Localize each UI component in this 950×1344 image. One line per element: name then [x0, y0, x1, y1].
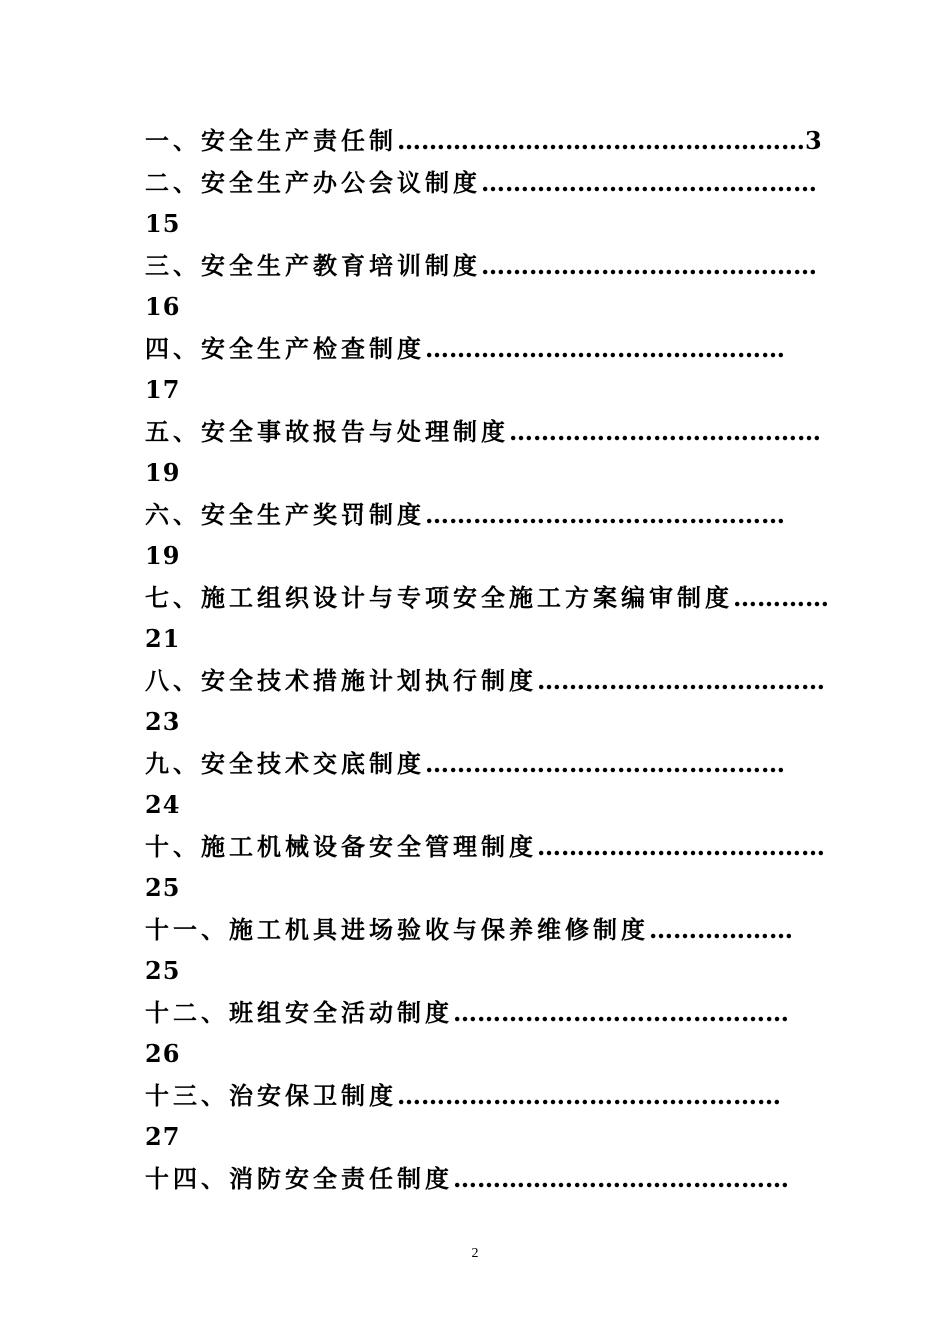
toc-entry-line — [145, 245, 817, 287]
toc-entry-line — [145, 162, 817, 204]
toc-entry[interactable] — [145, 909, 810, 992]
toc-entry-line — [145, 1158, 810, 1200]
toc-dot-leader: ……………………………… — [537, 831, 825, 861]
toc-entry[interactable] — [145, 120, 823, 162]
toc-entry[interactable] — [145, 245, 817, 328]
toc-entry-title: 九、安全技术交底制度 — [145, 748, 425, 778]
toc-dot-leader: …………………………………… — [453, 1163, 789, 1193]
toc-entry-title: 五、安全事故报告与处理制度 — [145, 416, 509, 446]
toc-entry-line — [145, 909, 810, 951]
toc-entry-line — [145, 660, 825, 702]
toc-entry-page: 19 — [145, 541, 181, 570]
toc-dot-leader: ……………………………………… — [425, 333, 785, 363]
toc-dot-leader: …………………………………………… — [397, 126, 805, 155]
toc-entry-page: 25 — [145, 956, 181, 985]
toc-entry[interactable] — [145, 826, 825, 909]
toc-entry-page: 23 — [145, 707, 181, 736]
toc-entry[interactable] — [145, 1075, 810, 1158]
toc-entry-title: 十二、班组安全活动制度 — [145, 997, 453, 1027]
toc-dot-leader: ……………… — [649, 914, 793, 944]
toc-dot-leader: …………………………………… — [481, 250, 817, 280]
toc-entry[interactable] — [145, 660, 825, 743]
toc-entry[interactable] — [145, 411, 821, 494]
toc-entry-title: 三、安全生产教育培训制度 — [145, 250, 481, 280]
toc-entry-line — [145, 328, 810, 370]
toc-entry-title: 七、施工组织设计与专项安全施工方案编审制度 — [145, 582, 733, 612]
toc-entry-line — [145, 743, 810, 785]
toc-entry-line — [145, 1075, 810, 1117]
toc-entry[interactable] — [145, 162, 817, 245]
toc-entry-title: 四、安全生产检查制度 — [145, 333, 425, 363]
toc-entry-line — [145, 411, 821, 453]
page-number: 2 — [471, 1246, 479, 1261]
toc-dot-leader: ……………………………… — [537, 665, 825, 695]
toc-dot-leader: ………… — [733, 582, 829, 612]
toc-entry-title: 十、施工机械设备安全管理制度 — [145, 831, 537, 861]
toc-entry-line — [145, 120, 823, 162]
toc-entry-title: 二、安全生产办公会议制度 — [145, 167, 481, 197]
toc-entry-title: 六、安全生产奖罚制度 — [145, 499, 425, 529]
toc-dot-leader: ………………………………………… — [397, 1080, 781, 1110]
toc-entry-title: 十一、施工机具进场验收与保养维修制度 — [145, 914, 649, 944]
toc-entry-line — [145, 992, 810, 1034]
toc-entry-title: 八、安全技术措施计划执行制度 — [145, 665, 537, 695]
toc-entry[interactable] — [145, 743, 810, 826]
toc-dot-leader: ……………………………………… — [425, 748, 785, 778]
toc-entry[interactable] — [145, 1158, 810, 1200]
toc-entry[interactable] — [145, 494, 810, 577]
toc-entry-title: 十四、消防安全责任制度 — [145, 1163, 453, 1193]
toc-entry[interactable] — [145, 328, 810, 411]
toc-entry-page: 17 — [145, 375, 181, 404]
toc-dot-leader: …………………………………… — [453, 997, 789, 1027]
toc-dot-leader: …………………………………… — [481, 167, 817, 197]
toc-entry-page: 19 — [145, 458, 181, 487]
toc-entry-title: 十三、治安保卫制度 — [145, 1080, 397, 1110]
toc-dot-leader: ……………………………………… — [425, 499, 785, 529]
toc-entry-line — [145, 494, 810, 536]
toc-entry[interactable] — [145, 992, 810, 1075]
toc-dot-leader: ………………………………… — [509, 416, 821, 446]
toc-entry-line — [145, 826, 825, 868]
toc-entry-page: 15 — [145, 209, 181, 238]
toc-entry-title: 一、安全生产责任制 — [145, 126, 397, 155]
toc-entry-page: 24 — [145, 790, 181, 819]
toc-entry-page: 27 — [145, 1122, 181, 1151]
toc-entry[interactable] — [145, 577, 829, 660]
toc-entry-page: 21 — [145, 624, 181, 653]
table-of-contents — [145, 120, 829, 1199]
toc-entry-page: 3 — [805, 126, 823, 155]
toc-entry-page: 25 — [145, 873, 181, 902]
toc-entry-page: 16 — [145, 292, 181, 321]
toc-entry-line — [145, 577, 829, 619]
toc-entry-page: 26 — [145, 1039, 181, 1068]
